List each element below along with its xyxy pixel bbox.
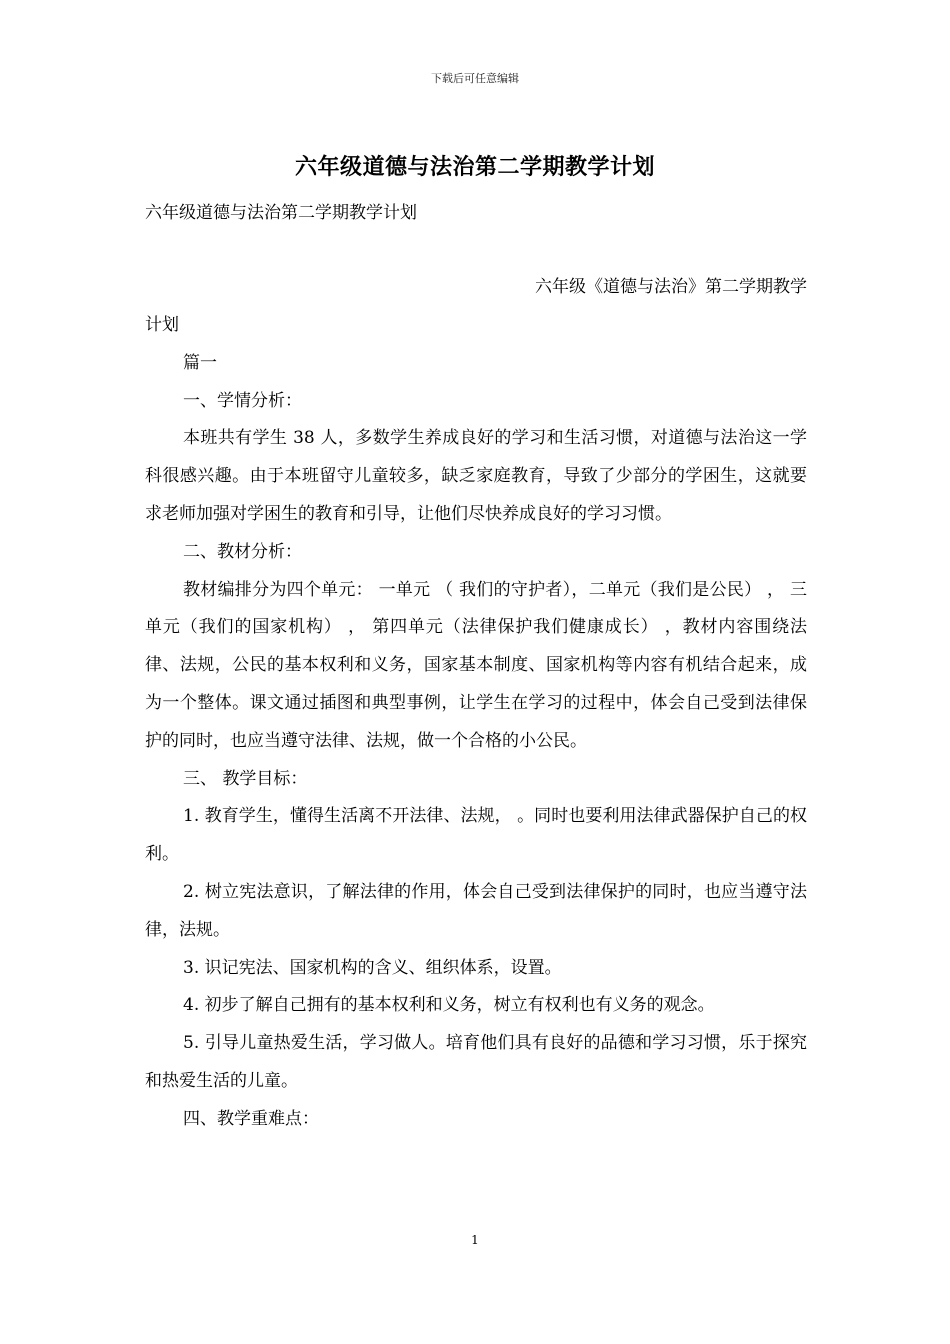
paragraph: 1. 教育学生，懂得生活离不开法律、法规， 。同时也要利用法律武器保护自己的权利。	[145, 806, 807, 865]
document-title: 六年级道德与法治第二学期教学计划	[294, 154, 655, 180]
page-number: 1	[471, 1233, 479, 1247]
section-heading: 一、学情分析：	[183, 390, 302, 411]
paragraph: 3. 识记宪法、国家机构的含义、组织体系，设置。	[183, 957, 562, 978]
header-note: 下载后可任意编辑	[431, 72, 519, 85]
paragraph: 5. 引导儿童热爱生活，学习做人。培育他们具有良好的品德和学习习惯，乐于探究和热爱生活的儿童。	[145, 1033, 807, 1091]
section-heading: 三、 教学目标：	[183, 768, 308, 789]
part-label: 篇一	[183, 352, 217, 373]
paragraph: 本班共有学生 38 人，多数学生养成良好的学习和生活习惯，对道德与法治这一学科很感兴趣。由于本班留守儿童较多，缺乏家庭教育，导致了少部分的学困生，这就要求老师加强对学困生的教育和引导，让他们尽快养成良好的学习习惯。	[145, 428, 807, 524]
heading-continuation: 计划	[145, 315, 179, 335]
document-body	[145, 307, 807, 1139]
paragraph: 教材编排分为四个单元： 一单元 （ 我们的守护者），二单元（我们是公民） ， 三单元（我们的国家机构） ， 第四单元（法律保护我们健康成长） ，教材内容围绕法律、法规，公民的基本权利和义务，国家基本制度、国家机构等内容有机结合起来，成为一个整体。课文通过插图和典型事例，让学生在学习的过程中，体会自己受到法律保护的同时，也应当遵守法律、法规，做一个合格的小公民。	[145, 579, 807, 751]
heading-right-aligned: 六年级《道德与法治》第二学期教学	[535, 277, 807, 297]
paragraph: 4. 初步了解自己拥有的基本权利和义务，树立有权利也有义务的观念。	[183, 995, 715, 1016]
paragraph: 2. 树立宪法意识，了解法律的作用，体会自己受到法律保护的同时，也应当遵守法律，法规。	[145, 881, 807, 940]
section-heading: 四、教学重难点：	[183, 1108, 319, 1129]
document-subtitle: 六年级道德与法治第二学期教学计划	[145, 203, 417, 223]
section-heading: 二、教材分析：	[183, 541, 302, 562]
